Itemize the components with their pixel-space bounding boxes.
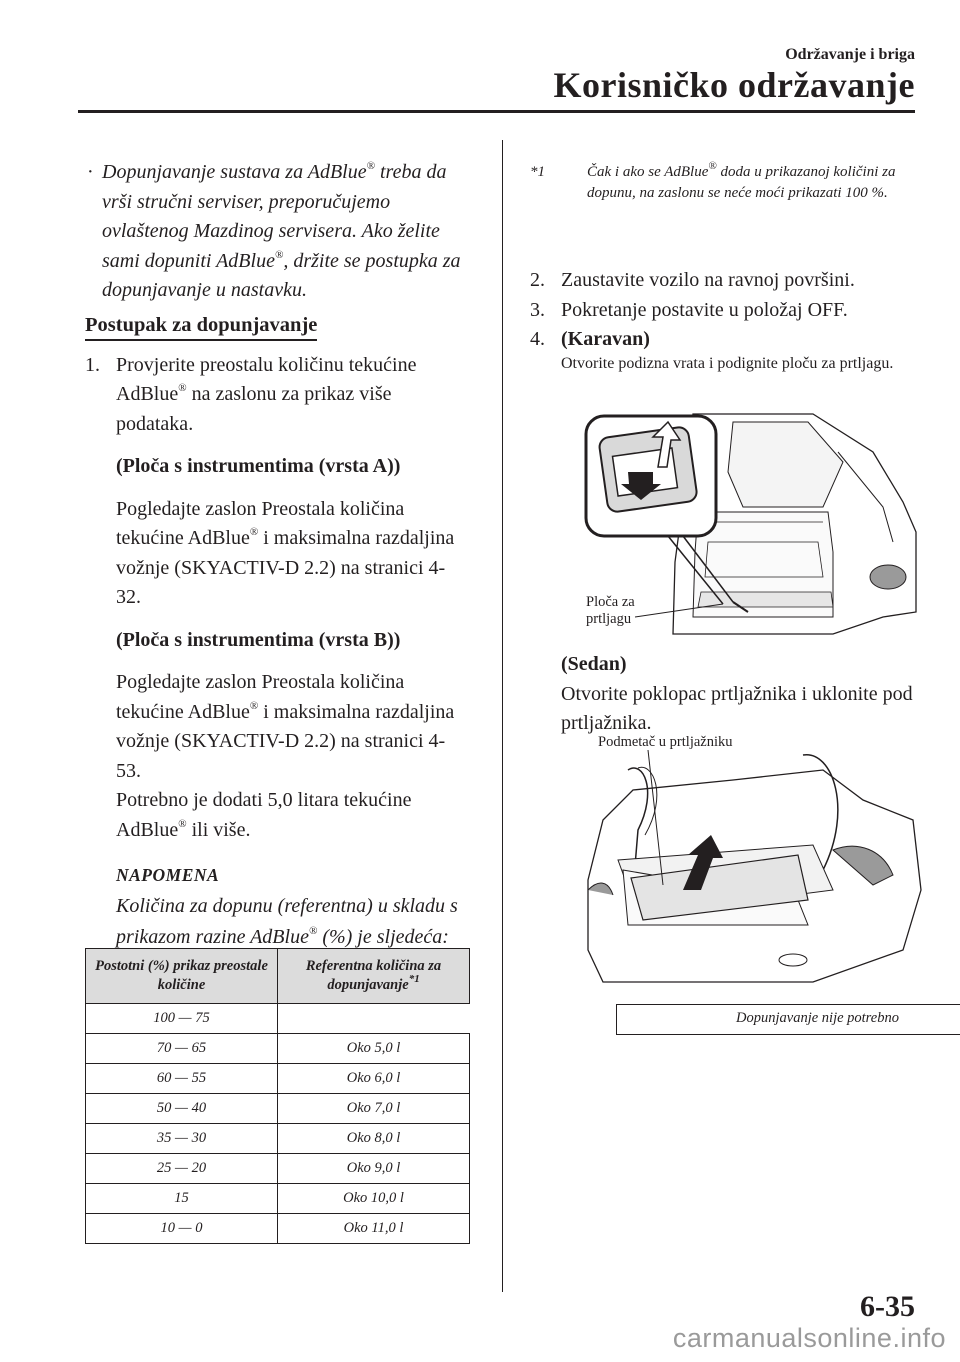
sedan-title: (Sedan) — [561, 653, 627, 675]
bullet-text-3: , držite se postupka za dopunjavanje u nastavku. — [102, 249, 461, 301]
type-a-text: Pogledajte zaslon Preostala količina tekućine AdBlue® i maksimalna razdaljina vožnje (SKYACTIV-D 2.2) na stranici 4-32. — [116, 497, 455, 608]
step-4: 4. (Karavan) — [530, 328, 650, 350]
table-row: 50 — 40 Oko 7,0 l — [86, 1094, 470, 1124]
step-4-text: Otvorite podizna vrata i podignite ploču za prtljagu. — [561, 354, 894, 372]
footnote-mark: *1 — [530, 164, 545, 180]
step-number: 1. — [85, 353, 100, 376]
table-row: 10 — 0 Oko 11,0 l — [86, 1214, 470, 1244]
step-3: 3. Pokretanje postavite u položaj OFF. — [530, 298, 848, 321]
sedan-text: Otvorite poklopac prtljažnika i uklonite pod prtljažnika. — [561, 682, 913, 734]
step-1 — [85, 351, 470, 953]
registered-mark: ® — [274, 248, 284, 261]
type-b-text: Pogledajte zaslon Preostala količina tekućine AdBlue® i maksimalna razdaljina vožnje (SKYACTIV-D 2.2) na stranici 4-53. — [116, 671, 455, 782]
watermark: carmanualsonline.info — [672, 1323, 946, 1353]
bullet-dot: · — [87, 161, 94, 183]
step-1-text: Provjerite preostalu količinu tekućine AdBlue® na zaslonu za prikaz više podataka. — [116, 353, 417, 435]
add-amount-text: Potrebno je dodati 5,0 litara tekućine AdBlue® ili više. — [116, 789, 412, 841]
section-heading: Postupak za dopunjavanje — [85, 314, 317, 341]
footnote — [530, 162, 920, 204]
type-b-title: (Ploča s instrumentima (vrsta B)) — [116, 628, 401, 651]
table-header-percent: Postotni (%) prikaz preostale količine — [86, 949, 278, 1004]
table-row: 15 Oko 10,0 l — [86, 1184, 470, 1214]
bullet-text-1: Dopunjavanje sustava za AdBlue — [102, 161, 367, 183]
note-title: NAPOMENA — [116, 865, 220, 885]
left-column — [85, 158, 470, 953]
note-body: Količina za dopunu (referentna) u skladu s prikazom razine AdBlue® (%) je sljedeća: — [116, 894, 458, 948]
table-header-amount: Referentna količina za dopunjavanje$^{*1}$ — [278, 949, 470, 1004]
bullet-note — [85, 158, 470, 306]
header-section: Održavanje i briga — [785, 46, 915, 63]
fig1-label: Ploča za prtljagu — [586, 594, 635, 627]
table-row: 35 — 30 Oko 8,0 l — [86, 1124, 470, 1154]
table-row: 70 — 65 Oko 5,0 l — [86, 1034, 470, 1064]
column-divider — [502, 140, 503, 1292]
step-2: 2. Zaustavite vozilo na ravnoj površini. — [530, 269, 855, 291]
footnote-text: Čak i ako se AdBlue® doda u prikazanoj količini za dopunu, na zaslonu se neće moći prikazati 100 %. — [587, 160, 896, 201]
table-row: 25 — 20 Oko 9,0 l — [86, 1154, 470, 1184]
sedan-trunk-illustration — [583, 750, 923, 985]
right-steps — [530, 266, 920, 373]
page-title: Korisničko održavanje — [553, 65, 915, 105]
fig2-label: Podmetač u prtljažniku — [598, 734, 733, 750]
table-row: 100 — 75 Dopunjavanje nije potrebno — [86, 1004, 470, 1034]
bullet-text-2: treba da vrši stručni serviser, preporučujemo ovlaštenog Mazdinog servisera. Ako želite sami dopuniti AdBlue — [102, 161, 447, 272]
type-a-title: (Ploča s instrumentima (vrsta A)) — [116, 455, 401, 477]
sedan-section — [561, 650, 921, 739]
header-rule — [78, 110, 915, 113]
page-number: 6-35 — [860, 1290, 915, 1323]
table-header-row — [86, 949, 470, 1004]
refill-table — [85, 948, 899, 1244]
table-row: 60 — 55 Oko 6,0 l — [86, 1064, 470, 1094]
registered-mark: ® — [366, 160, 375, 173]
